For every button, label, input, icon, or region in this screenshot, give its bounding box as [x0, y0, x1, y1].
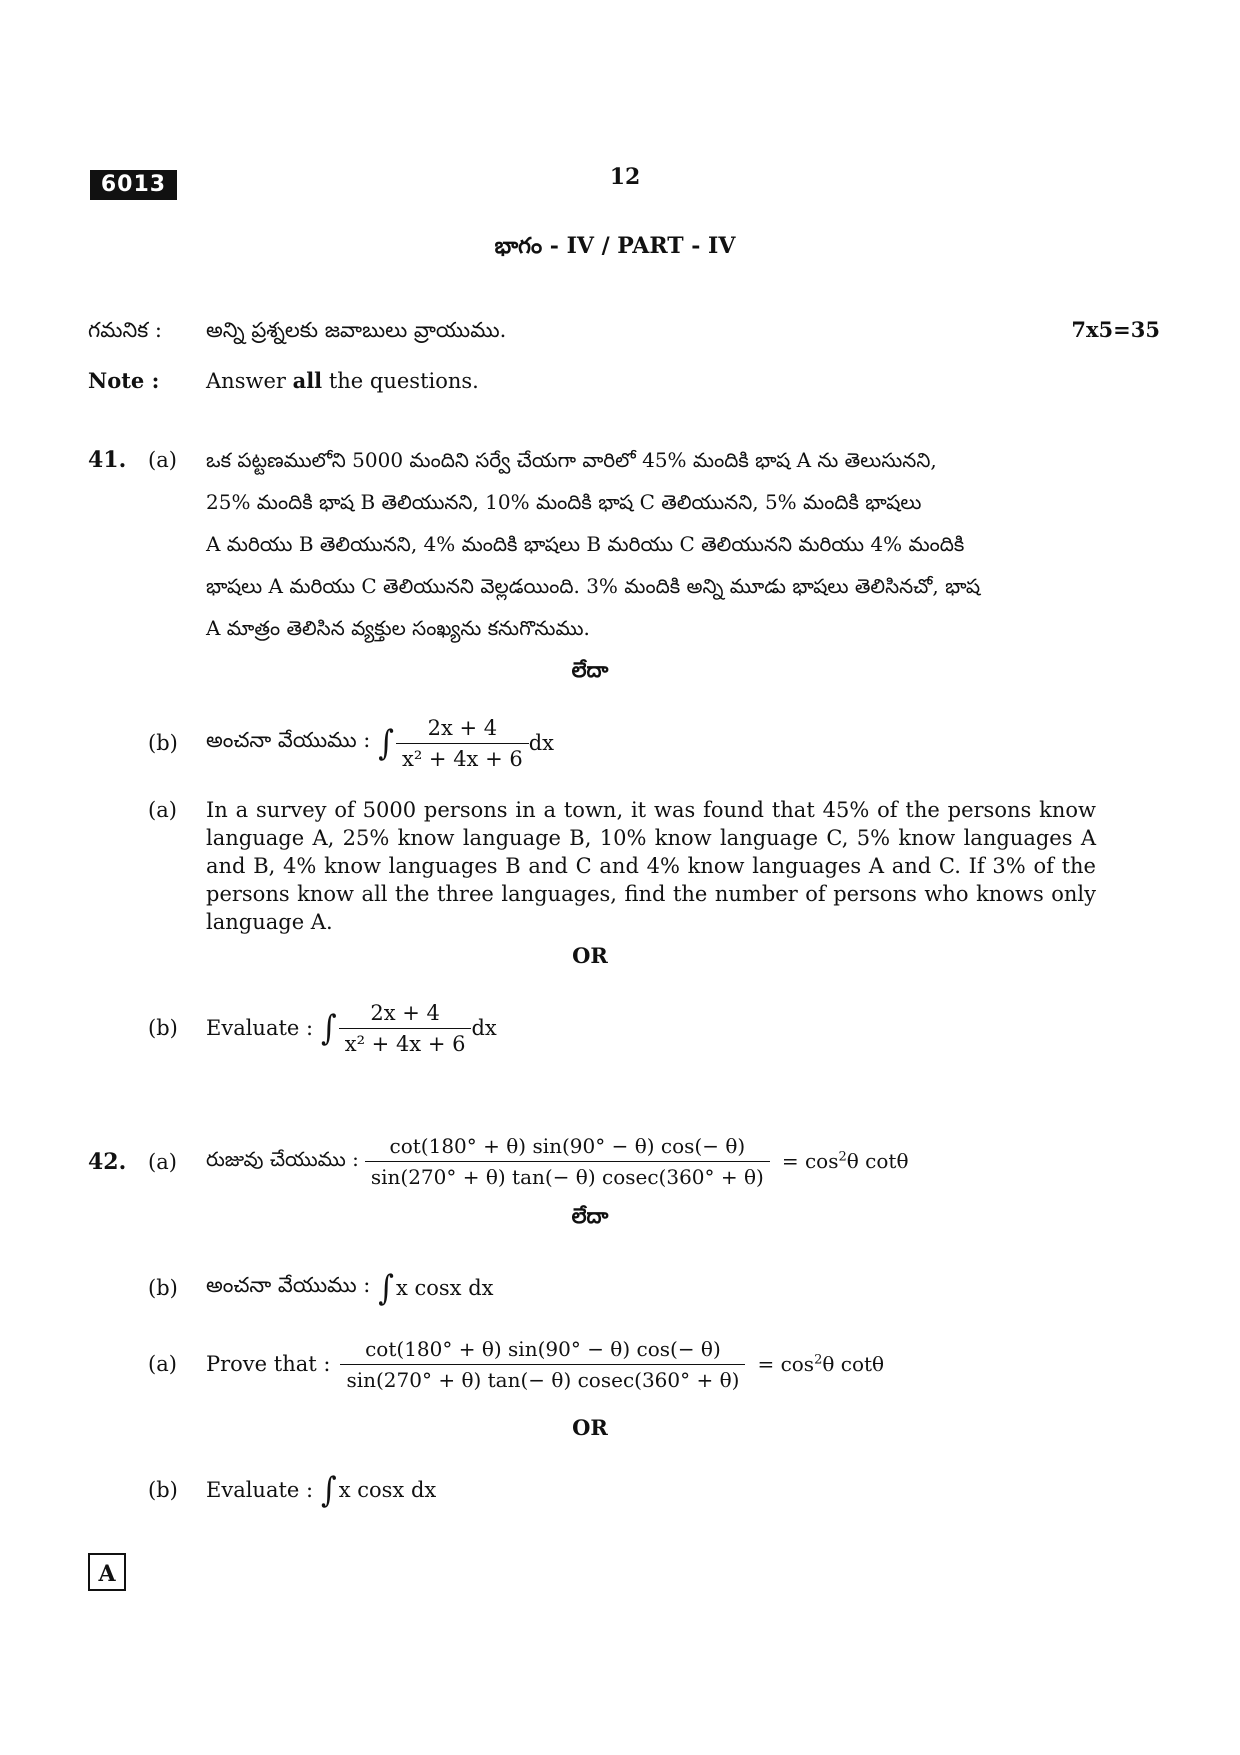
q41-fraction [396, 716, 529, 771]
part-title: భాగం - IV / PART - IV [494, 233, 736, 259]
q42-english-b-question [206, 1468, 436, 1512]
integral-sign: ∫ [321, 1007, 337, 1049]
q41-english-b-question [206, 995, 497, 1061]
q42-english-a-prefix: Prove that : [206, 1352, 331, 1376]
question-42-number: 42. [88, 1149, 127, 1175]
q42-fraction [365, 1134, 770, 1189]
integral-sign: ∫ [378, 1267, 394, 1309]
page-number: 12 [609, 164, 641, 190]
q42-english-a-question [206, 1331, 884, 1397]
series-box: A [88, 1553, 126, 1591]
q41-english-or: OR [572, 943, 608, 968]
q41-telugu-b-prefix: అంచనా వేయుము : [206, 728, 371, 752]
q42-en-denominator: sin(270° + θ) tan(− θ) cosec(360° + θ) [340, 1364, 745, 1392]
q42-rhs: = $\cos^2\theta$ cotθ [781, 1149, 909, 1173]
q42-en-rhs: = $\cos^2\theta$ cotθ [757, 1352, 885, 1376]
q41-en-numerator: 2x + 4 [370, 1000, 440, 1025]
q41-en-fraction [339, 1001, 472, 1056]
question-41-number: 41. [88, 447, 127, 473]
integral-sign: ∫ [378, 722, 394, 764]
marks-scheme: 7x5=35 [1071, 317, 1160, 342]
note-text: Answer all the questions. [206, 368, 479, 393]
q42-telugu-a-question [206, 1128, 908, 1194]
telugu-note-label: గమనిక : [88, 318, 162, 342]
q41-dx: dx [528, 731, 555, 755]
q42-numerator: cot(180° + θ) sin(90° − θ) cos(− θ) [389, 1133, 746, 1158]
q41-en-dx: dx [471, 1016, 497, 1040]
q41-telugu-a-text [206, 439, 1106, 649]
telugu-note-text: అన్ని ప్రశ్నలకు జవాబులు వ్రాయుము. [206, 318, 507, 342]
q42-telugu-b-label: (b) [148, 1276, 178, 1300]
q42-telugu-a-prefix: రుజువు చేయుము : [206, 1146, 359, 1171]
q41-telugu-b-question [206, 710, 554, 776]
q41-telugu-b-label: (b) [148, 731, 178, 755]
paper-code-badge: 6013 [90, 170, 177, 200]
q42-english-b-prefix: Evaluate : [206, 1478, 314, 1502]
q41-english-a-label: (a) [148, 798, 177, 822]
q42-english-or: OR [572, 1415, 608, 1440]
q42-english-b-expr: x cosx dx [338, 1478, 437, 1502]
q42-telugu-or: లేదా [571, 1203, 609, 1228]
q41-telugu-line-1: ఒక పట్టణములోని 5000 మందిని సర్వే చేయగా వారిలో 45% మందికి భాష A ను తెలుసునని, [206, 448, 937, 472]
q41-telugu-line-3: A మరియు B తెలియునని, 4% మందికి భాషలు B మరియు C తెలియునని మరియు 4% మందికి [206, 532, 965, 556]
q42-english-b-label: (b) [148, 1478, 178, 1502]
q41-en-denominator: x² + 4x + 6 [339, 1028, 472, 1056]
q41-telugu-line-4: భాషలు A మరియు C తెలియునని వెల్లడయింది. 3% మందికి అన్ని మూడు భాషలు తెలిసినచో, భాష [206, 574, 981, 598]
note-label: Note : [88, 368, 160, 393]
q42-english-a-label: (a) [148, 1352, 177, 1376]
q41-telugu-line-5: A మాత్రం తెలిసిన వ్యక్తుల సంఖ్యను కనుగొనుము. [206, 616, 590, 640]
q41-english-b-prefix: Evaluate : [206, 1016, 314, 1040]
integral-sign: ∫ [321, 1469, 337, 1511]
q42-telugu-b-question [206, 1266, 494, 1310]
q42-telugu-a-label: (a) [148, 1150, 177, 1174]
q41-numerator: 2x + 4 [427, 715, 498, 740]
q41-telugu-a-label: (a) [148, 448, 177, 472]
q41-telugu-or: లేదా [571, 657, 609, 682]
q42-telugu-b-expr: x cosx dx [395, 1276, 494, 1300]
q42-en-numerator: cot(180° + θ) sin(90° − θ) cos(− θ) [365, 1336, 721, 1361]
q41-denominator: x² + 4x + 6 [396, 743, 529, 771]
q42-denominator: sin(270° + θ) tan(− θ) cosec(360° + θ) [365, 1161, 770, 1189]
q41-telugu-line-2: 25% మందికి భాష B తెలియునని, 10% మందికి భాష C తెలియునని, 5% మందికి భాషలు [206, 490, 922, 514]
q42-en-fraction [340, 1337, 745, 1392]
q41-english-a-text: In a survey of 5000 persons in a town, it was found that 45% of the persons know language A, 25% know language B, 10% know language C, 5% know languages A and B, 4% know languages B and C and 4% know languages A and C. If 3% of the persons know all the three languages, find the number of persons who knows only language A. [206, 798, 1096, 934]
q41-english-b-label: (b) [148, 1016, 178, 1040]
q42-telugu-b-prefix: అంచనా వేయుము : [206, 1273, 371, 1297]
